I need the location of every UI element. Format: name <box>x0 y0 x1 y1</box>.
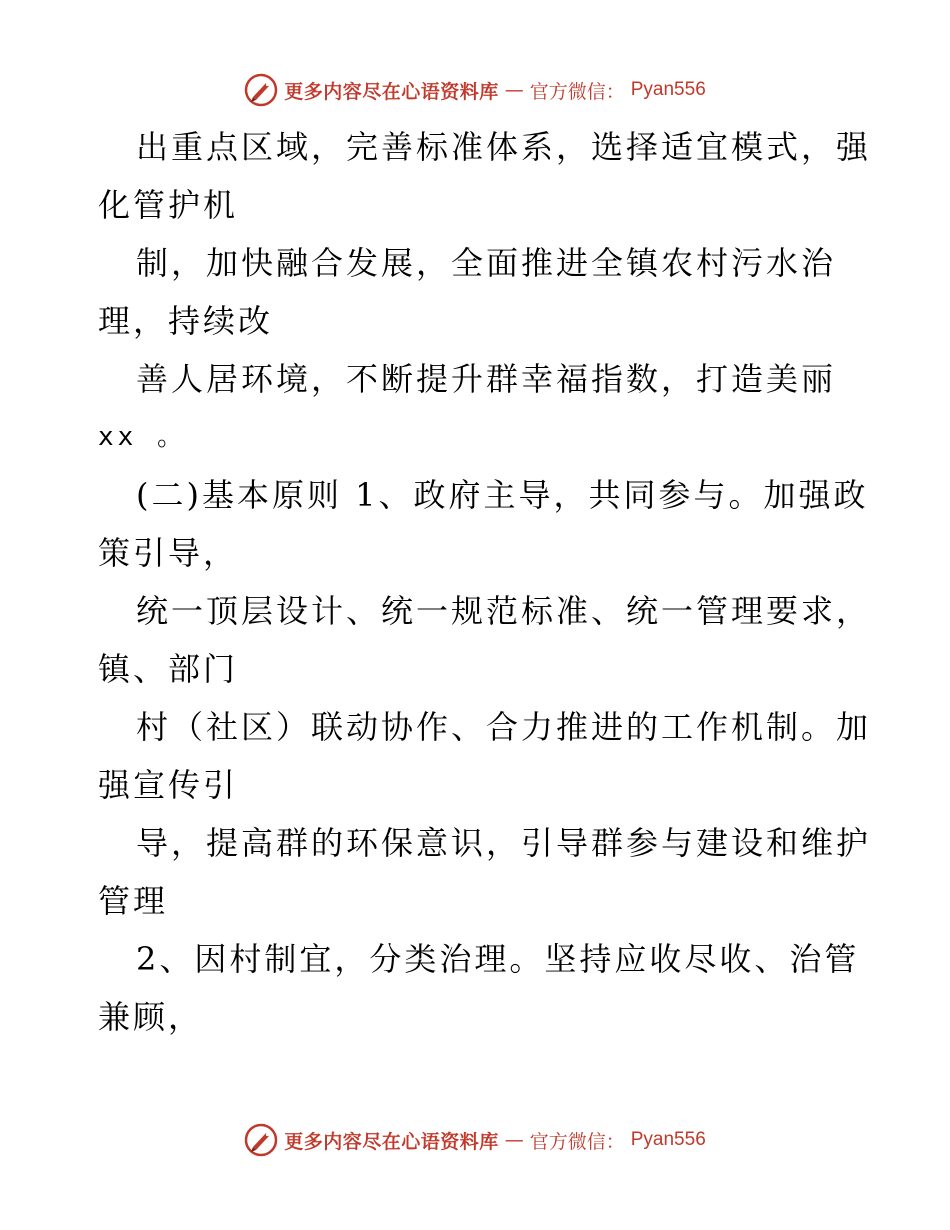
body-line: 化管护机 <box>98 186 239 224</box>
body-line: 镇、部门 <box>98 650 239 688</box>
banner-wechat-id: Pyan556 <box>630 1129 706 1150</box>
body-line: xx 。 <box>98 422 187 452</box>
body-line: 2、因村制宜，分类治理。坚持应收尽收、治管 <box>136 940 860 978</box>
footer-banner <box>0 1120 950 1160</box>
pen-logo-icon <box>244 1123 278 1157</box>
banner-wechat-id: Pyan556 <box>630 79 706 100</box>
header-banner <box>0 70 950 110</box>
body-line: 管理 <box>98 882 169 920</box>
banner-main-text: 更多内容尽在心语资料库 <box>284 1130 499 1153</box>
body-line: 导，提高群的环保意识，引导群参与建设和维护 <box>136 824 872 862</box>
body-line: 策引导， <box>98 534 239 572</box>
banner-dash: — <box>504 79 524 101</box>
body-line: (二)基本原则 1、政府主导，共同参与。加强政 <box>136 476 869 514</box>
body-line: 村（社区）联动协作、合力推进的工作机制。加 <box>136 708 872 746</box>
body-line: 统一顶层设计、统一规范标准、统一管理要求， <box>136 592 872 630</box>
body-line: 善人居环境，不断提升群幸福指数，打造美丽 <box>136 360 837 398</box>
pen-logo-icon <box>244 73 278 107</box>
banner-wechat-label: 官方微信： <box>529 1130 625 1153</box>
body-line: 制，加快融合发展，全面推进全镇农村污水治 <box>136 244 837 282</box>
body-line: 出重点区域，完善标准体系，选择适宜模式，强 <box>136 128 872 166</box>
banner-wechat-label: 官方微信： <box>529 80 625 103</box>
body-line: 理，持续改 <box>98 302 274 340</box>
banner-main-text: 更多内容尽在心语资料库 <box>284 80 499 103</box>
body-line: 兼顾， <box>98 998 204 1036</box>
banner-dash: — <box>504 1129 524 1151</box>
body-line: 强宣传引 <box>98 766 239 804</box>
document-body <box>98 118 872 1046</box>
